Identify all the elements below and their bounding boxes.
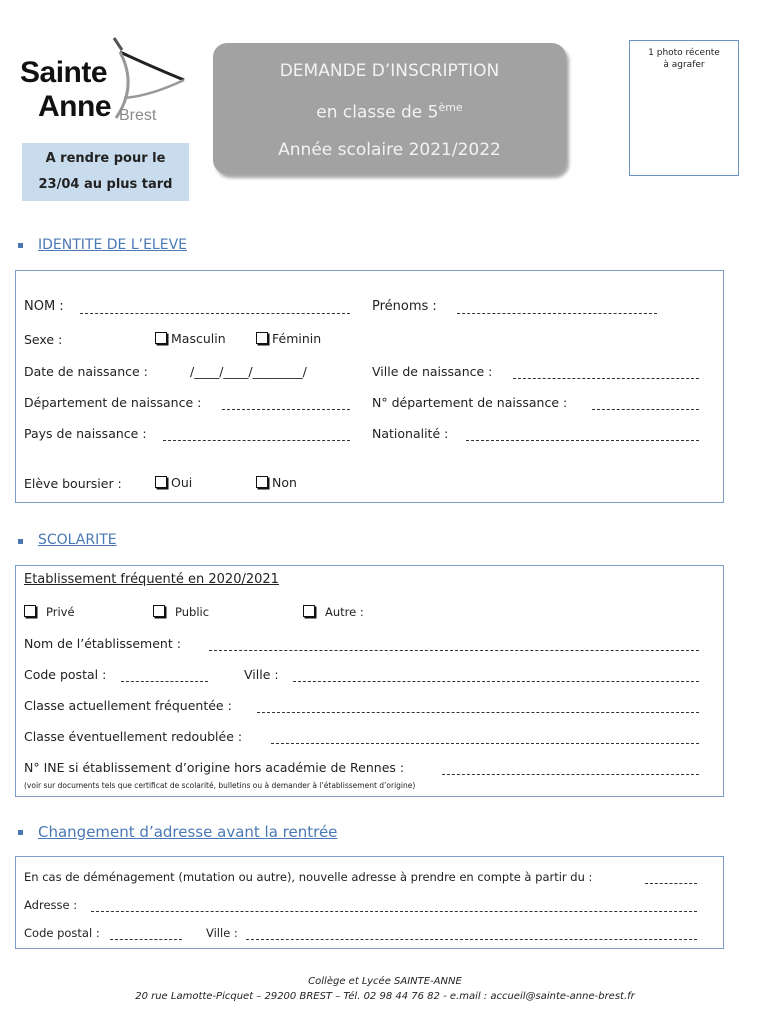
field-departement[interactable]	[222, 409, 350, 410]
field-nationalite[interactable]	[466, 440, 699, 441]
option-autre-label: Autre :	[325, 605, 364, 619]
form-class-sup: ème	[438, 101, 463, 114]
logo-word-sainte: Sainte	[20, 56, 108, 89]
label-code-postal: Code postal :	[24, 667, 107, 682]
checkbox-autre-icon[interactable]	[303, 605, 315, 617]
option-feminin-label: Féminin	[272, 331, 322, 346]
identity-frame	[15, 270, 724, 503]
label-classe-actuelle: Classe actuellement fréquentée :	[24, 698, 232, 713]
option-feminin[interactable]	[256, 331, 321, 346]
checkbox-non-icon[interactable]	[256, 476, 268, 488]
label-nom-etab: Nom de l’établissement :	[24, 636, 181, 651]
form-year: Année scolaire 2021/2022	[278, 140, 501, 160]
field-adresse-code-postal[interactable]	[110, 939, 182, 940]
label-ville: Ville :	[244, 667, 279, 682]
field-code-postal[interactable]	[121, 681, 208, 682]
option-masculin-label: Masculin	[171, 331, 226, 346]
label-adresse: Adresse :	[24, 898, 78, 912]
section-title-adresse: Changement d’adresse avant la rentrée	[38, 823, 338, 841]
section-bullet-icon	[18, 243, 23, 248]
field-adresse[interactable]	[91, 911, 697, 912]
field-classe-actuelle[interactable]	[257, 712, 699, 713]
label-classe-redoublee: Classe éventuellement redoublée :	[24, 729, 243, 744]
photo-line2: à agrafer	[663, 60, 705, 70]
checkbox-feminin-icon[interactable]	[256, 332, 268, 344]
option-masculin[interactable]	[155, 331, 226, 346]
footer-contact: 20 rue Lamotte-Picquet – 29200 BREST – Tél. 02 98 44 76 82 - e.mail : accueil@sainte-anne-brest.fr	[135, 991, 635, 1002]
checkbox-masculin-icon[interactable]	[155, 332, 167, 344]
option-prive-label: Privé	[46, 605, 75, 619]
section-title-identity: IDENTITE DE L’ELEVE	[38, 237, 187, 253]
section-bullet-icon	[18, 539, 23, 544]
checkbox-prive-icon[interactable]	[24, 605, 36, 617]
label-adresse-code-postal: Code postal :	[24, 926, 100, 940]
footer-school: Collège et Lycée SAINTE-ANNE	[308, 976, 462, 987]
field-classe-redoublee[interactable]	[271, 743, 699, 744]
deadline-line2: 23/04 au plus tard	[38, 177, 173, 192]
label-nationalite: Nationalité :	[372, 426, 449, 441]
option-prive[interactable]	[24, 605, 75, 619]
photo-box	[629, 40, 739, 176]
field-ville[interactable]	[293, 681, 699, 682]
label-nom: NOM :	[24, 299, 64, 314]
option-non[interactable]	[256, 475, 297, 490]
label-etab-title: Etablissement fréquenté en 2020/2021	[24, 572, 279, 587]
field-prenoms[interactable]	[457, 313, 657, 314]
option-autre[interactable]	[303, 605, 364, 619]
section-title-scolarite: SCOLARITE	[38, 532, 117, 548]
section-bullet-icon	[18, 830, 23, 835]
label-date-naissance: Date de naissance :	[24, 364, 148, 379]
option-oui-label: Oui	[171, 475, 193, 490]
option-public-label: Public	[175, 605, 210, 619]
label-prenoms: Prénoms :	[372, 299, 437, 314]
label-ville-naissance: Ville de naissance :	[372, 364, 493, 379]
field-nom[interactable]	[80, 313, 350, 314]
deadline-line1: A rendre pour le	[45, 151, 166, 166]
field-nom-etab[interactable]	[209, 650, 699, 651]
field-num-departement[interactable]	[592, 409, 699, 410]
option-oui[interactable]	[155, 475, 192, 490]
label-num-departement: N° département de naissance :	[372, 395, 568, 410]
photo-line1: 1 photo récente	[648, 48, 720, 58]
option-public[interactable]	[153, 605, 209, 619]
form-title: DEMANDE D’INSCRIPTION	[279, 61, 500, 81]
label-pays: Pays de naissance :	[24, 426, 147, 441]
form-class	[213, 101, 566, 123]
checkbox-oui-icon[interactable]	[155, 476, 167, 488]
label-departement: Département de naissance :	[24, 395, 202, 410]
field-date-naissance[interactable]: /____/____/________/	[190, 364, 307, 379]
form-class-text: en classe de 5	[316, 102, 439, 123]
field-adresse-ville[interactable]	[246, 939, 697, 940]
field-pays[interactable]	[163, 440, 350, 441]
label-adresse-ville: Ville :	[206, 926, 238, 940]
checkbox-public-icon[interactable]	[153, 605, 165, 617]
field-ine[interactable]	[442, 774, 699, 775]
deadline-notice	[22, 143, 189, 201]
form-title-box	[213, 43, 566, 174]
option-non-label: Non	[272, 475, 297, 490]
label-demenagement: En cas de déménagement (mutation ou autre), nouvelle adresse à prendre en compte à partir du :	[24, 870, 593, 884]
field-ville-naissance[interactable]	[513, 378, 699, 379]
field-date-demenagement[interactable]	[645, 883, 697, 884]
label-sexe: Sexe :	[24, 332, 63, 347]
ine-note: (voir sur documents tels que certificat de scolarité, bulletins ou à demander à l’établissement d’origine)	[24, 781, 416, 790]
label-ine: N° INE si établissement d’origine hors académie de Rennes :	[24, 760, 405, 775]
logo-word-anne: Anne	[38, 90, 111, 123]
label-boursier: Elève boursier :	[24, 476, 122, 491]
logo-city: Brest	[119, 107, 157, 124]
